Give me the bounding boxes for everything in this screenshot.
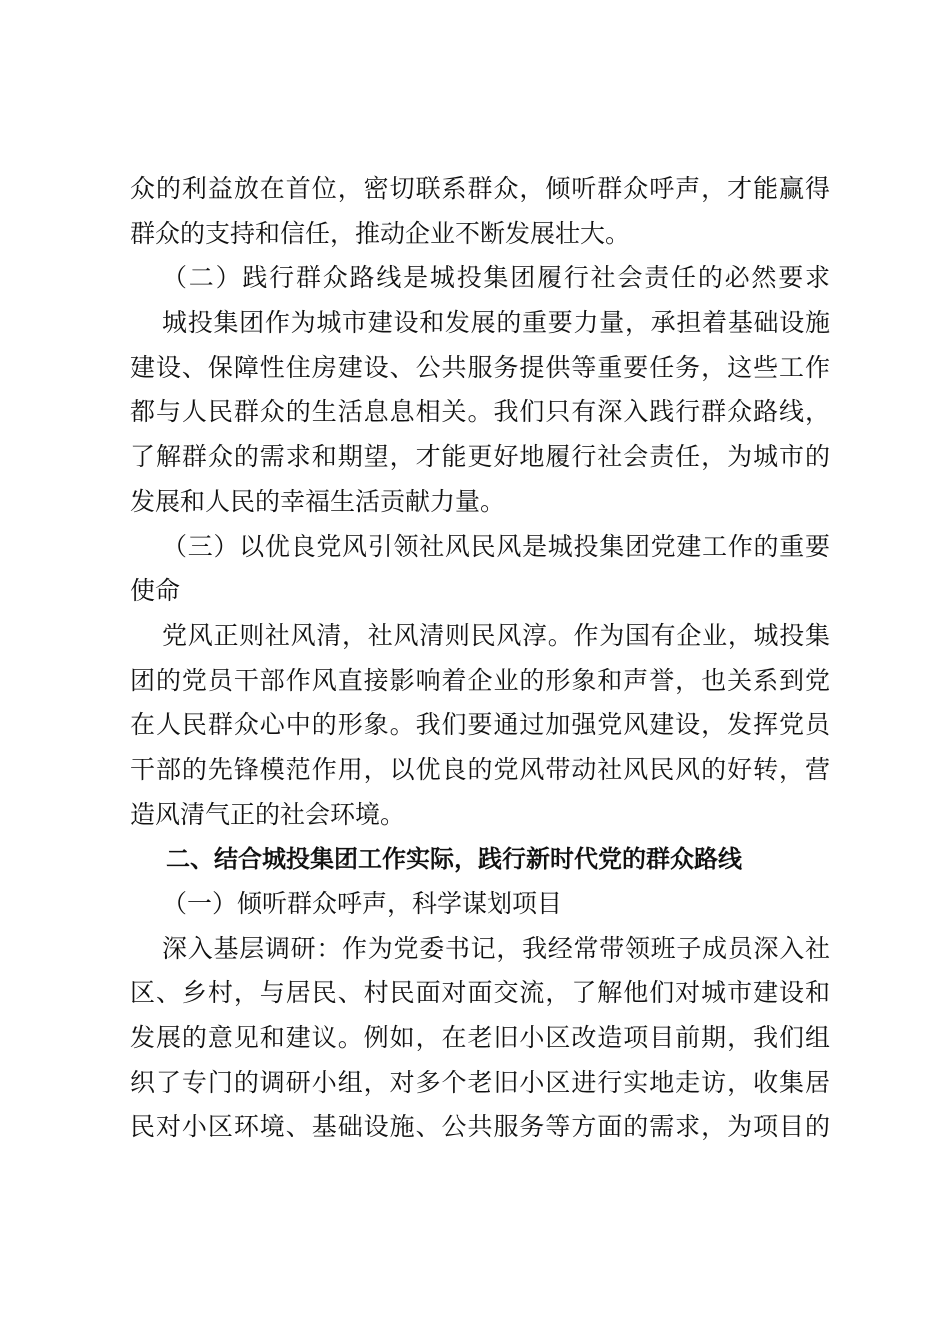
paragraph-line: 民对小区环境、基础设施、公共服务等方面的需求，为项目的 [130, 1112, 830, 1142]
paragraph-line: 在人民群众心中的形象。我们要通过加强党风建设，发挥党员 [130, 710, 830, 740]
paragraph-line: 城投集团作为城市建设和发展的重要力量，承担着基础设施 [162, 308, 830, 338]
paragraph-line: 织了专门的调研小组，对多个老旧小区进行实地走访，收集居 [130, 1067, 830, 1097]
paragraph-line: 区、乡村，与居民、村民面对面交流，了解他们对城市建设和 [130, 978, 830, 1008]
paragraph-line: 干部的先锋模范作用，以优良的党风带动社风民风的好转，营 [130, 754, 830, 784]
paragraph-line: 团的党员干部作风直接影响着企业的形象和声誉，也关系到党 [130, 665, 830, 695]
paragraph-line: 深入基层调研：作为党委书记，我经常带领班子成员深入社 [162, 933, 830, 963]
paragraph-line: 众的利益放在首位，密切联系群众，倾听群众呼声，才能赢得 [130, 174, 830, 203]
paragraph-line: 建设、保障性住房建设、公共服务提供等重要任务，这些工作 [130, 352, 830, 382]
paragraph-line: 群众的支持和信任，推动企业不断发展壮大。 [130, 218, 631, 248]
paragraph-line: 了解群众的需求和期望，才能更好地履行社会责任，为城市的 [130, 442, 830, 472]
document-body [130, 167, 830, 1150]
paragraph-line: 党风正则社风清，社风清则民风淳。作为国有企业，城投集 [162, 620, 830, 650]
section-heading: （三）以优良党风引领社风民风是城投集团党建工作的重要 [162, 531, 830, 561]
section-heading: （一）倾听群众呼声，科学谋划项目 [162, 889, 563, 918]
section-heading: （二）践行群众路线是城投集团履行社会责任的必然要求 [162, 263, 830, 293]
section-heading-cont: 使命 [130, 576, 181, 606]
chapter-heading: 二、结合城投集团工作实际，践行新时代党的群众路线 [166, 845, 742, 874]
paragraph-line: 发展的意见和建议。例如，在老旧小区改造项目前期，我们组 [130, 1023, 830, 1053]
paragraph-line: 造风清气正的社会环境。 [130, 799, 406, 829]
paragraph-line: 发展和人民的幸福生活贡献力量。 [130, 486, 506, 516]
paragraph-line: 都与人民群众的生活息息相关。我们只有深入践行群众路线， [130, 397, 830, 427]
